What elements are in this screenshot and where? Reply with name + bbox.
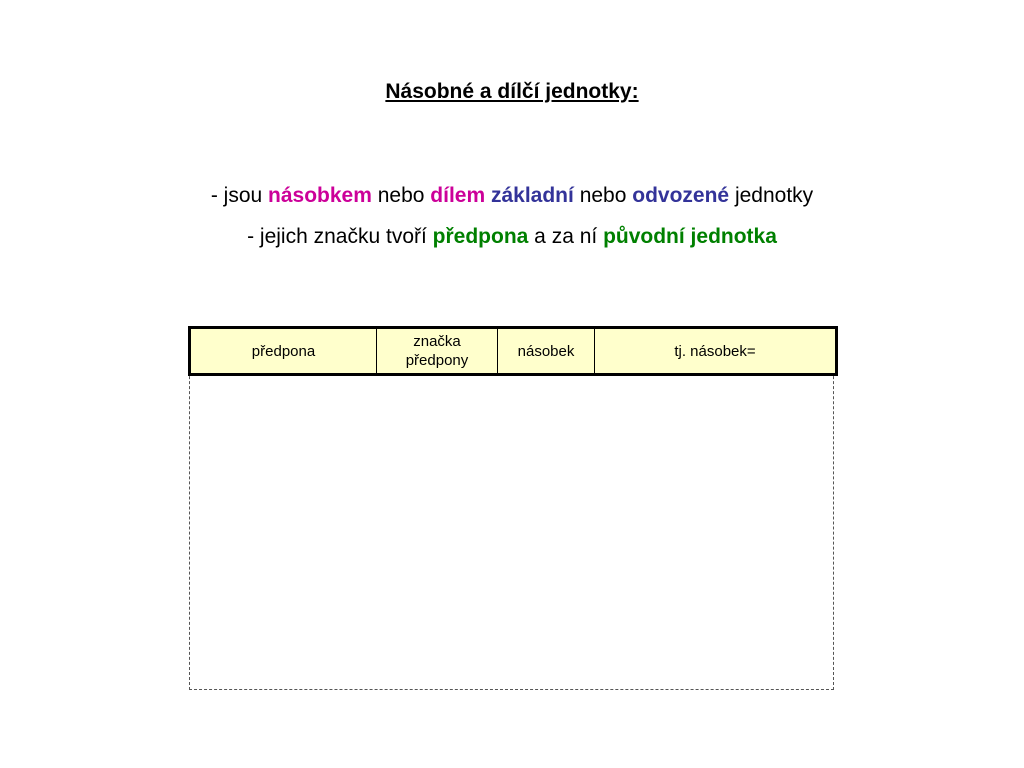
- line2-text-1: - jejich značku tvoří: [247, 225, 433, 248]
- keyword-odvozene: odvozené: [632, 184, 730, 207]
- line2-text-2: a za ní: [528, 225, 604, 248]
- keyword-predpona: předpona: [432, 225, 529, 248]
- header-nasobek: násobek: [498, 328, 595, 375]
- header-predpona: předpona: [190, 328, 377, 375]
- table-header-row: [190, 328, 837, 375]
- keyword-zakladni: základní: [490, 184, 574, 207]
- keyword-nasobkem: násobkem: [268, 184, 372, 207]
- line1-text-5: jednotky: [729, 184, 814, 207]
- table-placeholder-frame: [189, 326, 834, 690]
- line1-text-2: nebo: [371, 184, 431, 207]
- description-line-2: [0, 223, 1024, 251]
- line1-text-1: - jsou: [210, 184, 269, 207]
- page-title: Násobné a dílčí jednotky:: [385, 80, 639, 103]
- keyword-dilem: dílem: [430, 184, 486, 207]
- header-znacka-predpony: značka předpony: [377, 328, 498, 375]
- keyword-puvodni-jednotka: původní jednotka: [603, 225, 777, 248]
- description-line-1: [0, 182, 1024, 210]
- prefix-table: [188, 326, 838, 376]
- line1-text-4: nebo: [573, 184, 633, 207]
- header-tj-nasobek: tj. násobek=: [595, 328, 837, 375]
